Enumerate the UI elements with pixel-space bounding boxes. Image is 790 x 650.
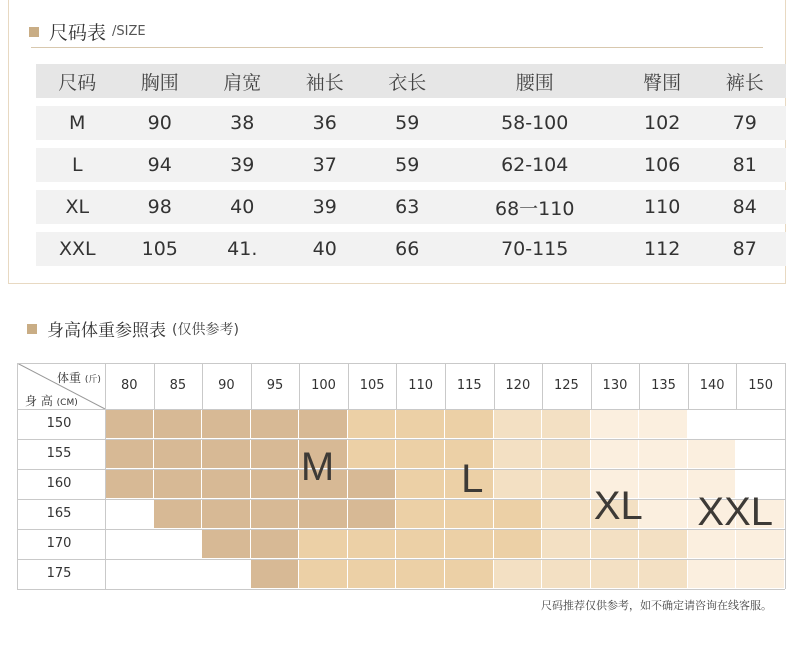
corner-weight-label: 体重 (斤) — [57, 371, 101, 385]
size-table-cell: 94 — [119, 148, 202, 182]
size-region-label-m: M — [300, 445, 335, 489]
size-table-cell: XL — [36, 190, 119, 224]
grid-cell — [494, 409, 543, 439]
weight-header: 90 — [218, 378, 235, 393]
grid-cell — [105, 469, 154, 499]
grid-cell — [251, 469, 300, 499]
grid-cell — [736, 409, 785, 439]
grid-cell — [202, 499, 251, 529]
grid-cell — [639, 499, 688, 529]
grid-cell — [542, 469, 591, 499]
grid-cell — [688, 439, 737, 469]
grid-cell — [736, 439, 785, 469]
size-region-label-xxl: XXL — [697, 490, 774, 534]
size-table-cell: 39 — [284, 190, 367, 224]
size-table-header-cell: 衣长 — [366, 64, 449, 98]
size-table-cell: 39 — [201, 148, 284, 182]
grid-line — [17, 499, 785, 500]
size-table-cell: M — [36, 106, 119, 140]
size-table-header-cell: 胸围 — [119, 64, 202, 98]
grid-cell — [494, 469, 543, 499]
size-table-header-row — [36, 64, 786, 98]
size-table-header-cell: 肩宽 — [201, 64, 284, 98]
size-table-cell: XXL — [36, 232, 119, 266]
weight-header: 130 — [602, 378, 628, 393]
weight-header: 95 — [266, 378, 284, 393]
grid-cell — [494, 559, 543, 589]
grid-cell — [154, 439, 203, 469]
height-header: 170 — [46, 536, 72, 551]
grid-line — [17, 409, 785, 410]
size-table-cell: 63 — [366, 190, 449, 224]
grid-cell — [348, 469, 397, 499]
grid-cell — [251, 499, 300, 529]
grid-cell — [445, 409, 494, 439]
grid-cell — [396, 499, 445, 529]
grid-cell — [105, 499, 154, 529]
grid-cell — [105, 409, 154, 439]
grid-cell — [154, 409, 203, 439]
size-table — [36, 56, 786, 274]
grid-cell — [639, 529, 688, 559]
size-chart-title — [29, 18, 146, 45]
grid-line — [17, 469, 785, 470]
grid-cell — [494, 529, 543, 559]
grid-cell — [154, 469, 203, 499]
size-table-header-cell: 裤长 — [703, 64, 786, 98]
size-table-cell: 81 — [703, 148, 786, 182]
size-table-cell: 98 — [119, 190, 202, 224]
size-table-cell: 105 — [119, 232, 202, 266]
size-table-cell: 66 — [366, 232, 449, 266]
size-region-label-xl: XL — [593, 484, 643, 528]
grid-cell — [202, 529, 251, 559]
grid-cell — [396, 559, 445, 589]
height-header: 165 — [46, 506, 72, 521]
grid-line — [785, 363, 786, 589]
weight-header: 100 — [311, 378, 336, 393]
title-divider — [31, 47, 763, 48]
weight-header: 110 — [408, 378, 434, 393]
size-table-header-cell: 腰围 — [449, 64, 621, 98]
grid-cell — [639, 559, 688, 589]
size-chart-subheading: /SIZE — [112, 24, 146, 39]
weight-header: 115 — [456, 378, 482, 393]
size-table-header-cell: 臀围 — [621, 64, 704, 98]
size-table-cell: 36 — [284, 106, 367, 140]
grid-cell — [299, 409, 348, 439]
grid-cell — [494, 439, 543, 469]
weight-header: 125 — [553, 378, 579, 393]
grid-cell — [299, 529, 348, 559]
size-table-cell: 41. — [201, 232, 284, 266]
grid-cell — [396, 469, 445, 499]
size-table-row — [36, 190, 786, 224]
square-bullet-icon — [29, 27, 39, 37]
height-header: 150 — [46, 416, 72, 431]
size-table-cell: 84 — [703, 190, 786, 224]
size-table-cell: 59 — [366, 106, 449, 140]
weight-header: 120 — [505, 378, 531, 393]
grid-cell — [591, 559, 640, 589]
grid-cell — [396, 409, 445, 439]
grid-line — [17, 559, 785, 560]
size-advice-note: 尺码推荐仅供参考，如不确定请咨询在线客服。 — [541, 599, 772, 612]
height-weight-grid — [17, 363, 775, 589]
height-weight-title — [27, 316, 239, 341]
size-table-cell: 79 — [703, 106, 786, 140]
grid-cell — [251, 529, 300, 559]
grid-line — [17, 589, 785, 590]
corner-diagonal-line — [17, 363, 105, 409]
size-table-cell: 58-100 — [449, 106, 621, 140]
grid-cell — [396, 529, 445, 559]
size-table-cell: 37 — [284, 148, 367, 182]
grid-cell — [251, 559, 300, 589]
size-table-cell: 38 — [201, 106, 284, 140]
grid-cell — [105, 559, 154, 589]
size-table-cell: L — [36, 148, 119, 182]
size-table-cell: 110 — [621, 190, 704, 224]
size-table-row — [36, 232, 786, 266]
grid-cell — [688, 559, 737, 589]
grid-cell — [348, 409, 397, 439]
height-weight-heading: 身高体重参照表 — [47, 321, 166, 341]
size-table-header-cell: 袖长 — [284, 64, 367, 98]
grid-cell — [202, 409, 251, 439]
size-table-cell: 59 — [366, 148, 449, 182]
height-header: 160 — [46, 476, 72, 491]
grid-cell — [542, 529, 591, 559]
grid-cell — [348, 529, 397, 559]
grid-cell — [251, 409, 300, 439]
weight-header: 80 — [121, 378, 138, 393]
grid-cell — [542, 559, 591, 589]
grid-cell — [348, 499, 397, 529]
grid-cell — [445, 499, 494, 529]
grid-cell — [202, 559, 251, 589]
size-table-cell: 40 — [201, 190, 284, 224]
size-table-cell: 62-104 — [449, 148, 621, 182]
grid-cell — [542, 499, 591, 529]
size-table-row — [36, 106, 786, 140]
corner-height-label: 身 高 (CM) — [25, 394, 78, 408]
grid-cell — [639, 439, 688, 469]
grid-cell — [154, 529, 203, 559]
size-chart-heading: 尺码表 — [49, 22, 107, 44]
size-table-cell: 70-115 — [449, 232, 621, 266]
grid-cell — [445, 529, 494, 559]
weight-header: 105 — [359, 378, 385, 393]
size-table-cell: 68一110 — [449, 190, 621, 224]
height-header: 155 — [46, 446, 72, 461]
weight-header: 140 — [699, 378, 725, 393]
square-bullet-icon — [27, 324, 37, 334]
weight-header: 85 — [169, 378, 187, 393]
grid-cell — [299, 499, 348, 529]
grid-cell — [494, 499, 543, 529]
grid-cell — [591, 439, 640, 469]
grid-cell — [251, 439, 300, 469]
grid-cell — [591, 409, 640, 439]
grid-cell — [639, 469, 688, 499]
grid-cell — [688, 409, 737, 439]
size-table-cell: 106 — [621, 148, 704, 182]
grid-line — [17, 529, 785, 530]
weight-header: 135 — [651, 378, 676, 393]
grid-cell — [348, 559, 397, 589]
size-table-cell: 87 — [703, 232, 786, 266]
grid-cell — [105, 529, 154, 559]
grid-cell — [591, 529, 640, 559]
size-table-cell: 40 — [284, 232, 367, 266]
grid-cell — [105, 439, 154, 469]
size-table-row — [36, 148, 786, 182]
size-chart-panel — [8, 0, 786, 284]
grid-line — [17, 439, 785, 440]
height-header: 175 — [46, 566, 72, 581]
grid-cell — [445, 559, 494, 589]
grid-cell — [154, 499, 203, 529]
grid-cell — [396, 439, 445, 469]
size-region-label-l: L — [461, 457, 484, 501]
grid-cell — [542, 409, 591, 439]
grid-cell — [154, 559, 203, 589]
grid-cell — [639, 409, 688, 439]
size-table-cell: 90 — [119, 106, 202, 140]
grid-cell — [202, 439, 251, 469]
height-weight-subheading: (仅供参考) — [172, 321, 239, 338]
size-table-header-cell: 尺码 — [36, 64, 119, 98]
grid-cell — [348, 439, 397, 469]
size-table-cell: 112 — [621, 232, 704, 266]
grid-cell — [736, 559, 785, 589]
weight-header: 150 — [748, 378, 774, 393]
size-table-cell: 102 — [621, 106, 704, 140]
grid-cell — [202, 469, 251, 499]
grid-cell — [542, 439, 591, 469]
grid-cell — [299, 559, 348, 589]
